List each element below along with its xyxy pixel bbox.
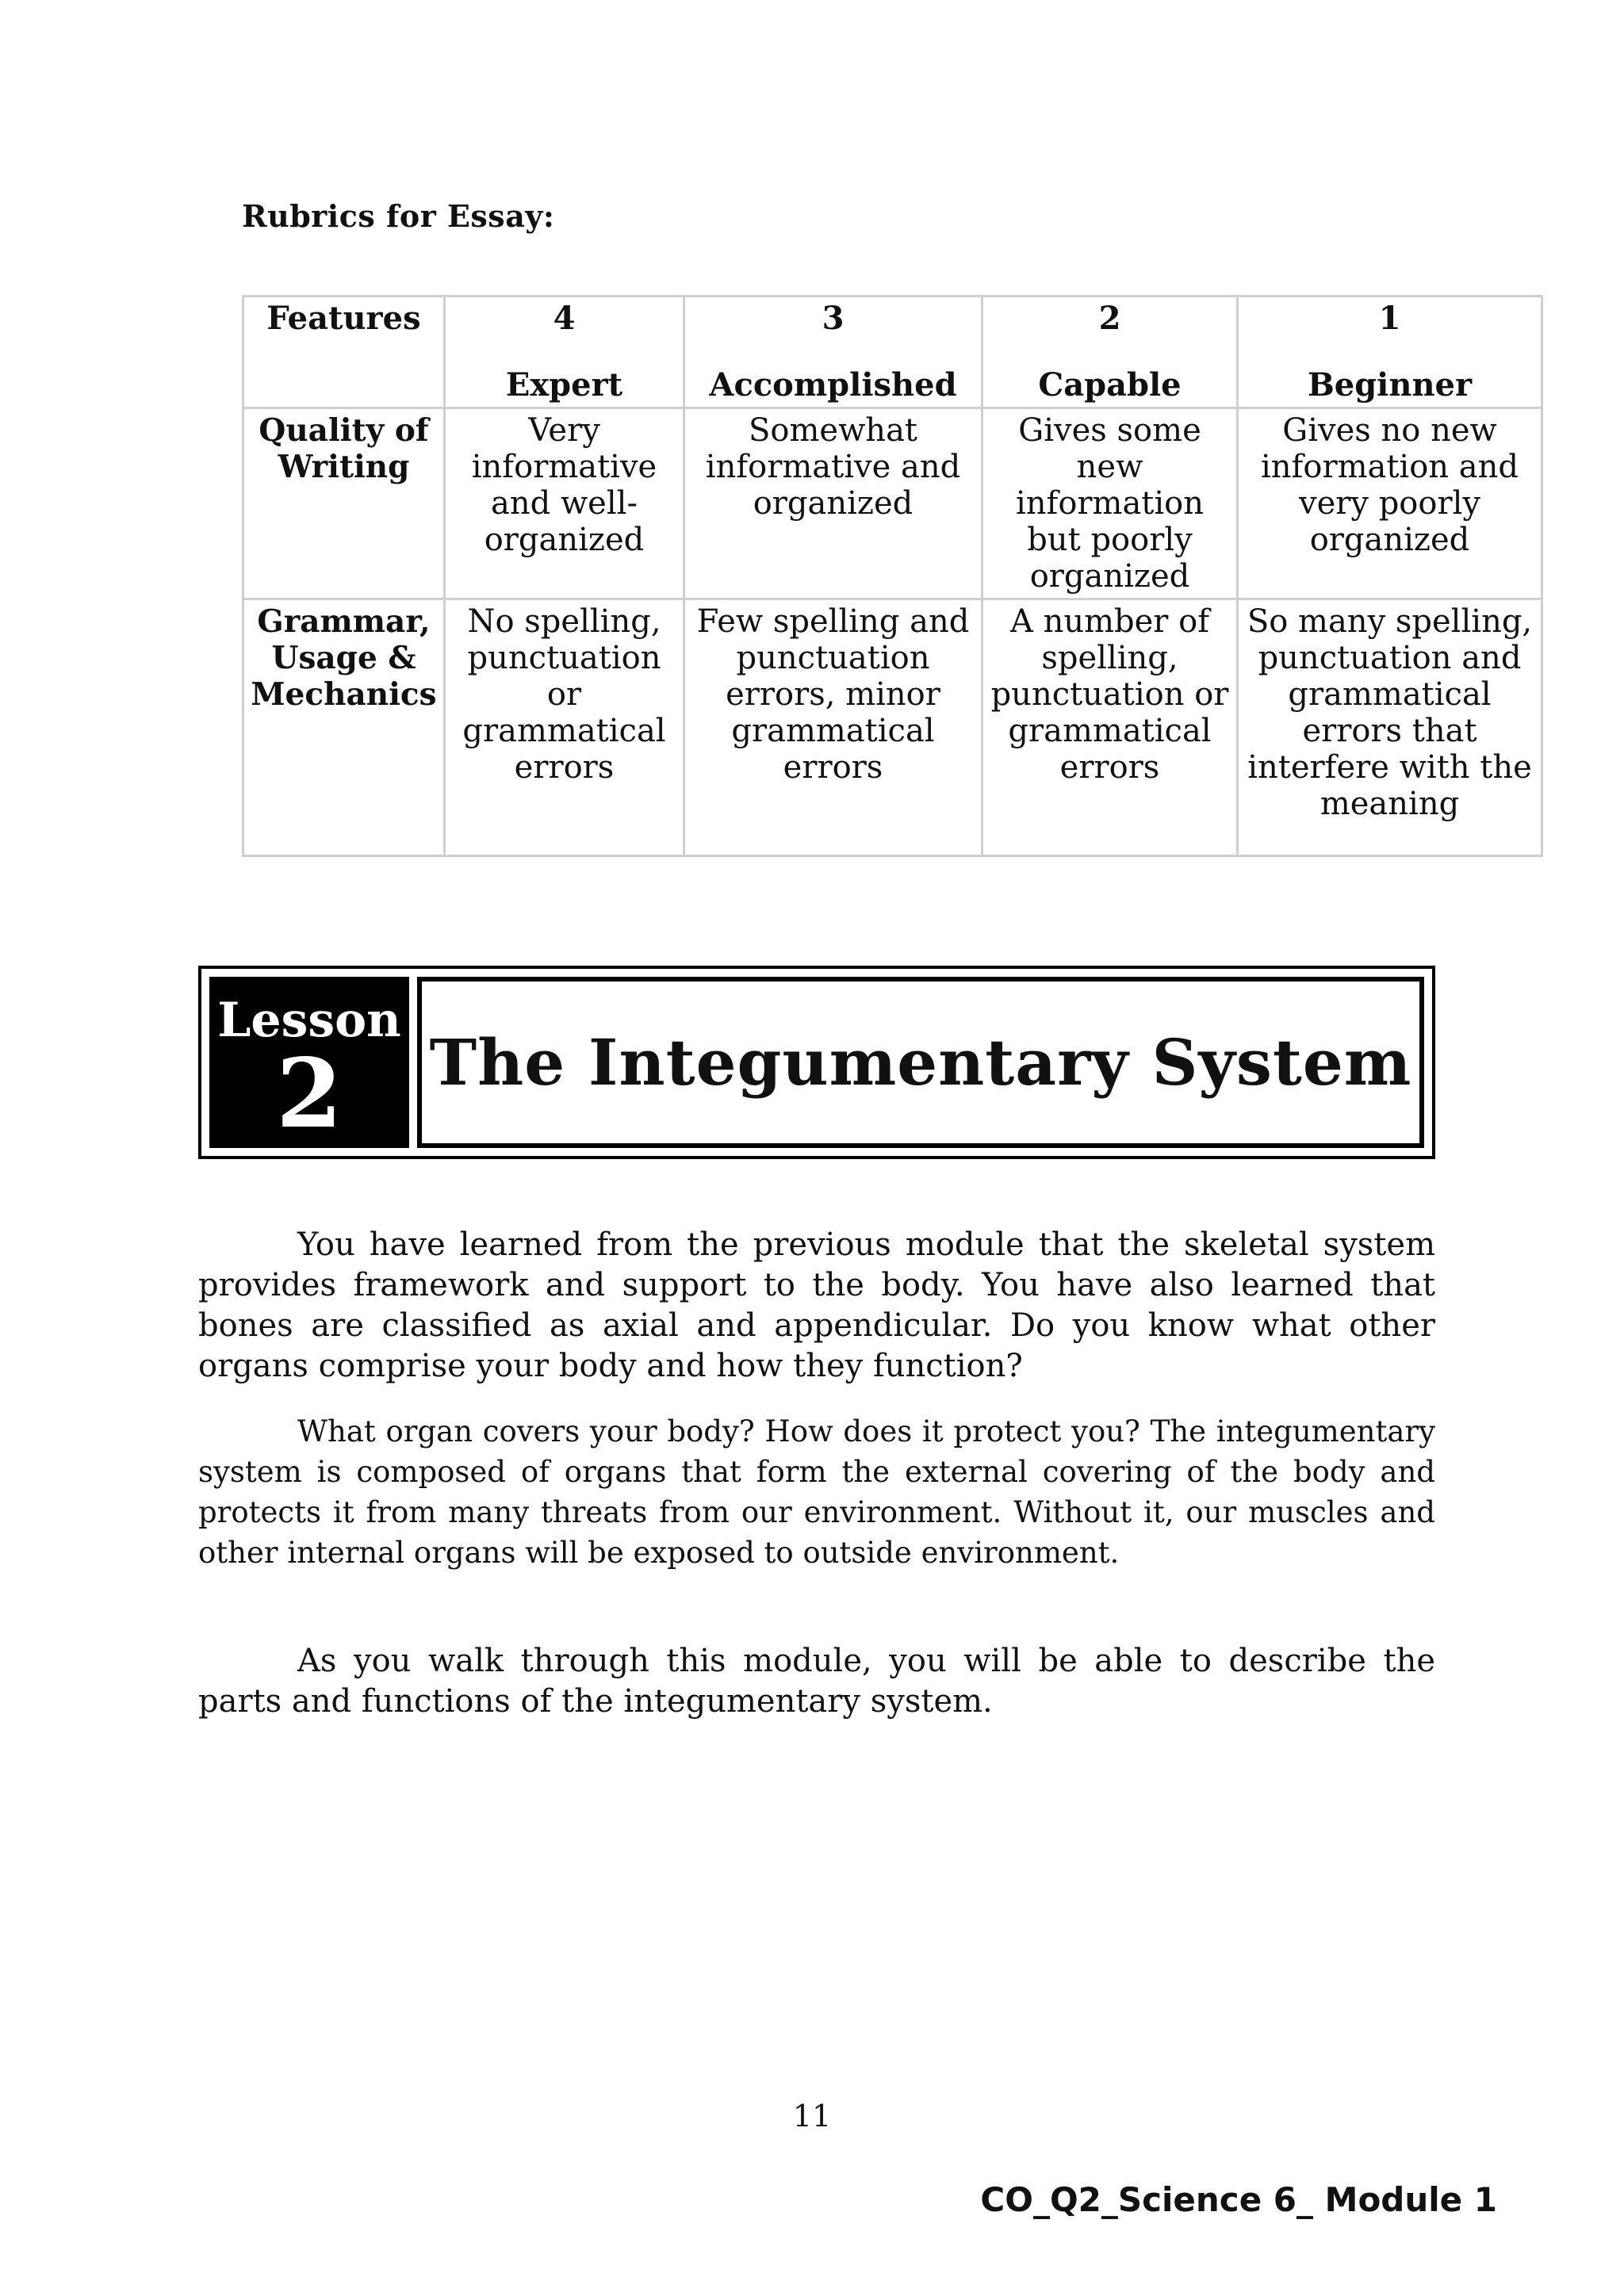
paragraph-objective: As you walk through this module, you will be able to describe the parts and functions of the integumentary system. <box>198 1643 1435 1720</box>
table-cell: No spelling, punctuation or grammatical errors <box>445 599 684 856</box>
table-cell: A number of spelling, punctuation or grammatical errors <box>982 599 1238 856</box>
rubric-header-capable: 2 Capable <box>982 297 1238 408</box>
table-cell: So many spelling, punctuation and grammatical errors that interfere with the meaning <box>1238 599 1542 856</box>
module-footer: CO_Q2_Science 6_ Module 1 <box>980 2180 1497 2219</box>
lesson-banner <box>198 966 1435 1159</box>
feature-quality-of-writing: Quality of Writing <box>243 408 445 599</box>
rubric-header-accomplished: 3 Accomplished <box>684 297 982 408</box>
table-row <box>243 408 1542 599</box>
lesson-title: The Integumentary System <box>429 1025 1412 1100</box>
rubric-header-expert: 4 Expert <box>445 297 684 408</box>
table-cell: Somewhat informative and organized <box>684 408 982 599</box>
lesson-number: 2 <box>276 1038 343 1150</box>
table-cell: Few spelling and punctuation errors, minor grammatical errors <box>684 599 982 856</box>
feature-grammar-usage-mechanics: Grammar, Usage & Mechanics <box>243 599 445 856</box>
rubric-header-features: Features <box>243 297 445 408</box>
lesson-number-block <box>209 977 409 1148</box>
table-cell: Gives some new information but poorly organized <box>982 408 1238 599</box>
rubric-heading: Rubrics for Essay: <box>242 198 555 234</box>
table-cell: Gives no new information and very poorly organized <box>1238 408 1542 599</box>
lesson-title-box <box>417 977 1424 1148</box>
table-row <box>243 599 1542 856</box>
lesson-label: Lesson <box>217 993 401 1048</box>
page-number: 11 <box>792 2099 832 2133</box>
rubric-table <box>242 295 1543 857</box>
paragraph-organ-question: What organ covers your body? How does it protect you? The integumentary system is composed of organs that form the external covering of the body and protects it from many threats from our environment. Without it, our muscles and other internal organs will be exposed to outside environment. <box>198 1414 1435 1570</box>
table-cell: Very informative and well-organized <box>445 408 684 599</box>
rubric-header-row <box>243 297 1542 408</box>
paragraph-intro: You have learned from the previous module that the skeletal system provides framework and support to the body. You have also learned that bones are classified as axial and appendicular. Do you know what other organs comprise your body and how they function? <box>198 1226 1435 1384</box>
rubric-header-beginner: 1 Beginner <box>1238 297 1542 408</box>
